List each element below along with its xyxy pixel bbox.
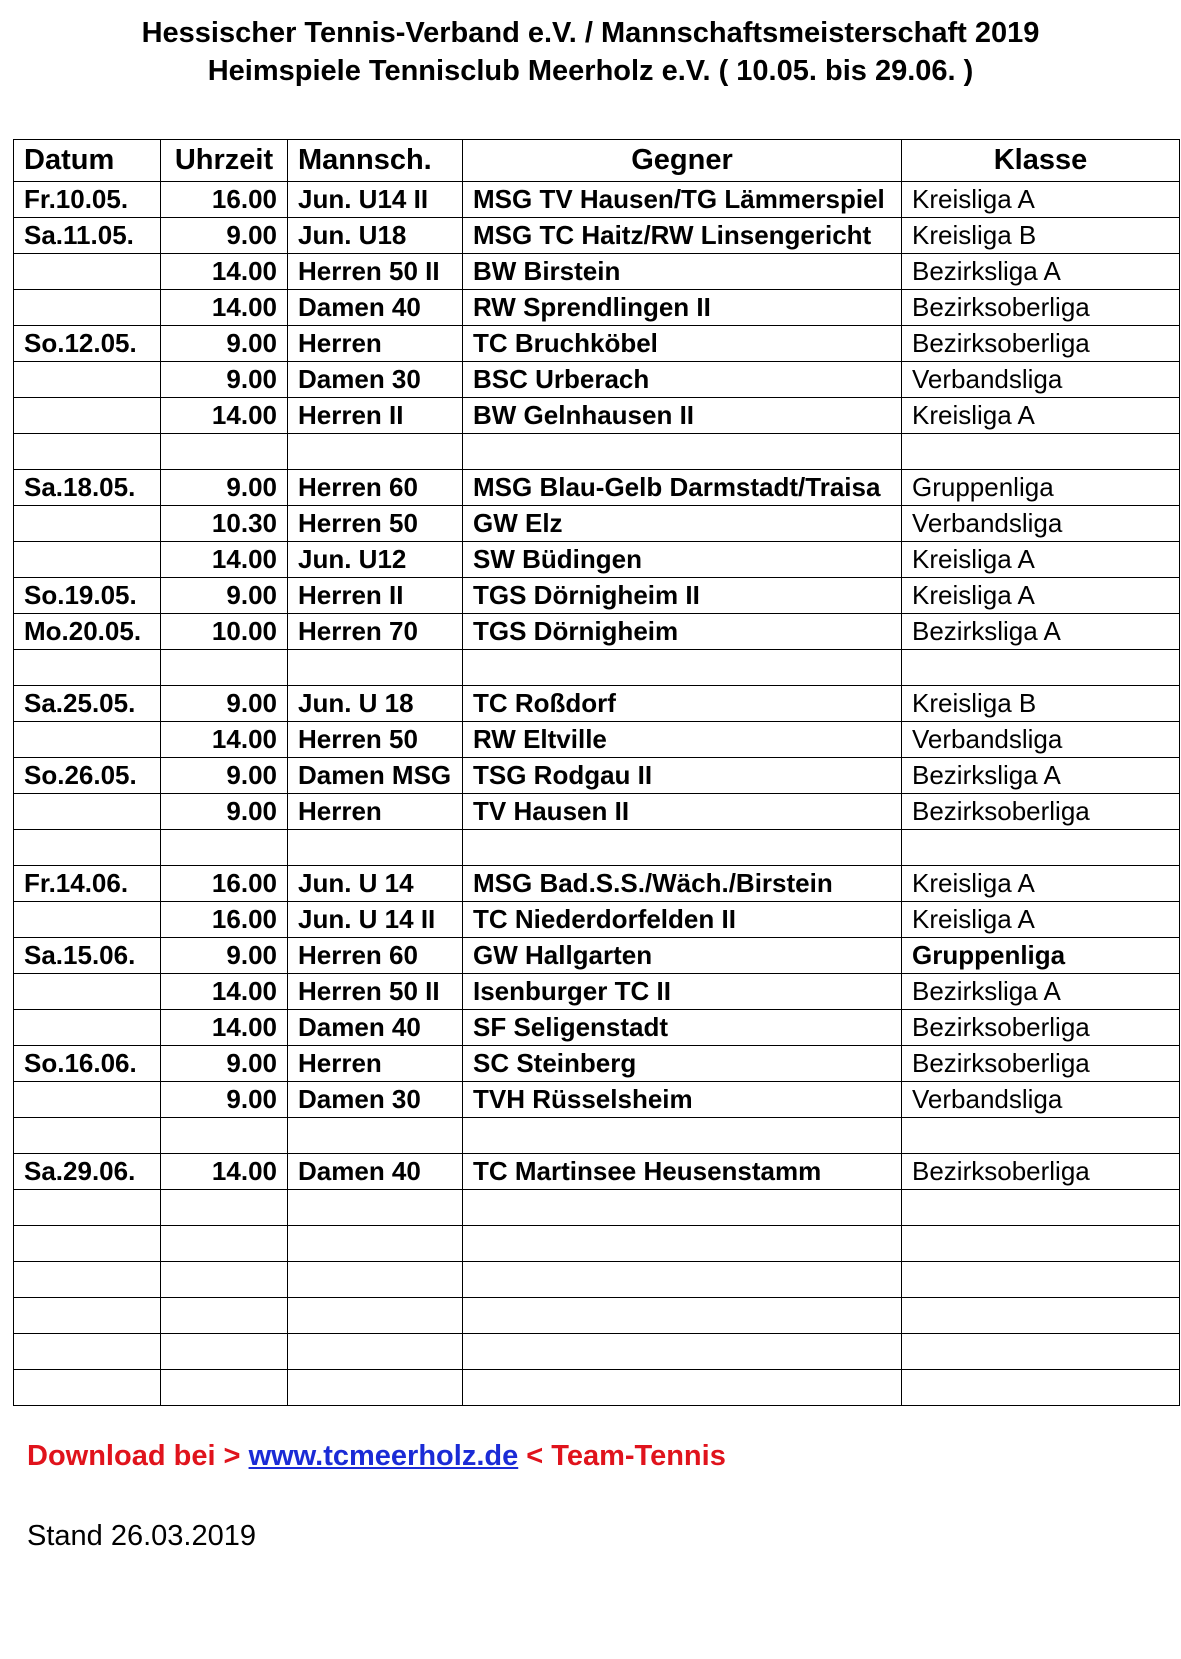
cell-gegner — [463, 1334, 902, 1370]
column-header-uhrzeit: Uhrzeit — [161, 140, 288, 182]
table-row — [14, 1154, 1180, 1190]
cell-uhrzeit: 14.00 — [161, 974, 288, 1010]
cell-mannschaft: Herren — [288, 1046, 463, 1082]
cell-uhrzeit: 10.30 — [161, 506, 288, 542]
cell-mannschaft: Herren 50 — [288, 506, 463, 542]
cell-gegner: GW Hallgarten — [463, 938, 902, 974]
cell-klasse: Bezirksoberliga — [902, 1154, 1180, 1190]
table-header-row — [14, 140, 1180, 182]
cell-klasse: Kreisliga A — [902, 398, 1180, 434]
cell-mannschaft: Damen 40 — [288, 1010, 463, 1046]
cell-uhrzeit — [161, 1262, 288, 1298]
cell-datum — [14, 722, 161, 758]
table-row — [14, 1298, 1180, 1334]
cell-uhrzeit: 14.00 — [161, 1010, 288, 1046]
download-note — [27, 1440, 726, 1473]
cell-mannschaft: Damen MSG — [288, 758, 463, 794]
stand-date: Stand 26.03.2019 — [27, 1520, 256, 1552]
cell-datum — [14, 650, 161, 686]
cell-klasse — [902, 1370, 1180, 1406]
cell-klasse: Verbandsliga — [902, 722, 1180, 758]
table-row — [14, 1226, 1180, 1262]
cell-datum — [14, 1298, 161, 1334]
cell-klasse — [902, 434, 1180, 470]
table-row — [14, 794, 1180, 830]
cell-gegner — [463, 1190, 902, 1226]
table-row — [14, 902, 1180, 938]
cell-klasse: Bezirksoberliga — [902, 290, 1180, 326]
cell-datum — [14, 1118, 161, 1154]
header-subtitle: Heimspiele Tennisclub Meerholz e.V. ( 10.05. bis 29.06. ) — [207, 55, 974, 87]
cell-gegner: TV Hausen II — [463, 794, 902, 830]
cell-mannschaft: Herren 50 II — [288, 254, 463, 290]
cell-datum: Fr.10.05. — [14, 182, 161, 218]
cell-mannschaft: Jun. U 14 — [288, 866, 463, 902]
cell-uhrzeit: 16.00 — [161, 866, 288, 902]
cell-gegner: TC Martinsee Heusenstamm — [463, 1154, 902, 1190]
cell-mannschaft: Herren 50 — [288, 722, 463, 758]
cell-klasse — [902, 1190, 1180, 1226]
cell-datum: Sa.18.05. — [14, 470, 161, 506]
cell-uhrzeit: 9.00 — [161, 362, 288, 398]
table-row — [14, 614, 1180, 650]
cell-gegner: TSG Rodgau II — [463, 758, 902, 794]
cell-mannschaft — [288, 1226, 463, 1262]
cell-klasse: Bezirksoberliga — [902, 1046, 1180, 1082]
cell-mannschaft: Herren — [288, 326, 463, 362]
cell-klasse: Bezirksoberliga — [902, 326, 1180, 362]
cell-klasse — [902, 830, 1180, 866]
cell-datum: Sa.15.06. — [14, 938, 161, 974]
cell-klasse: Kreisliga B — [902, 686, 1180, 722]
cell-datum — [14, 794, 161, 830]
cell-gegner: TC Bruchköbel — [463, 326, 902, 362]
cell-klasse: Kreisliga A — [902, 542, 1180, 578]
cell-datum — [14, 1226, 161, 1262]
cell-uhrzeit: 9.00 — [161, 218, 288, 254]
document-header — [0, 14, 1181, 90]
cell-uhrzeit: 9.00 — [161, 326, 288, 362]
cell-datum — [14, 1262, 161, 1298]
cell-uhrzeit: 10.00 — [161, 614, 288, 650]
cell-datum — [14, 254, 161, 290]
cell-mannschaft: Jun. U 14 II — [288, 902, 463, 938]
table-row — [14, 938, 1180, 974]
cell-klasse — [902, 1262, 1180, 1298]
cell-klasse: Bezirksliga A — [902, 254, 1180, 290]
cell-datum — [14, 362, 161, 398]
cell-datum: So.16.06. — [14, 1046, 161, 1082]
cell-gegner — [463, 1226, 902, 1262]
cell-gegner: TGS Dörnigheim II — [463, 578, 902, 614]
cell-gegner: SC Steinberg — [463, 1046, 902, 1082]
cell-datum — [14, 830, 161, 866]
table-row — [14, 830, 1180, 866]
cell-klasse — [902, 1226, 1180, 1262]
cell-mannschaft — [288, 830, 463, 866]
cell-datum: Sa.11.05. — [14, 218, 161, 254]
cell-mannschaft: Damen 40 — [288, 290, 463, 326]
table-row — [14, 722, 1180, 758]
cell-klasse: Bezirksliga A — [902, 758, 1180, 794]
cell-mannschaft: Herren 60 — [288, 470, 463, 506]
cell-uhrzeit: 14.00 — [161, 722, 288, 758]
cell-uhrzeit: 14.00 — [161, 254, 288, 290]
table-row — [14, 470, 1180, 506]
table-row — [14, 686, 1180, 722]
cell-mannschaft: Herren 60 — [288, 938, 463, 974]
cell-mannschaft — [288, 1370, 463, 1406]
cell-mannschaft: Herren II — [288, 578, 463, 614]
cell-datum — [14, 542, 161, 578]
cell-uhrzeit — [161, 1334, 288, 1370]
cell-uhrzeit — [161, 1298, 288, 1334]
cell-uhrzeit: 9.00 — [161, 794, 288, 830]
cell-uhrzeit: 14.00 — [161, 398, 288, 434]
table-row — [14, 1046, 1180, 1082]
cell-datum — [14, 506, 161, 542]
table-row — [14, 218, 1180, 254]
cell-gegner: MSG Blau-Gelb Darmstadt/Traisa — [463, 470, 902, 506]
cell-mannschaft: Herren — [288, 794, 463, 830]
cell-gegner — [463, 650, 902, 686]
cell-datum — [14, 1082, 161, 1118]
cell-mannschaft: Jun. U 18 — [288, 686, 463, 722]
cell-klasse: Bezirksoberliga — [902, 1010, 1180, 1046]
cell-datum — [14, 1010, 161, 1046]
cell-klasse: Gruppenliga — [902, 938, 1180, 974]
schedule-table — [13, 139, 1180, 1406]
download-suffix: < Team-Tennis — [518, 1440, 726, 1472]
cell-gegner: SW Büdingen — [463, 542, 902, 578]
table-row — [14, 1010, 1180, 1046]
cell-uhrzeit: 9.00 — [161, 470, 288, 506]
cell-datum: So.12.05. — [14, 326, 161, 362]
table-row — [14, 1370, 1180, 1406]
cell-gegner — [463, 830, 902, 866]
table-row — [14, 326, 1180, 362]
cell-klasse: Verbandsliga — [902, 362, 1180, 398]
cell-uhrzeit: 9.00 — [161, 1082, 288, 1118]
column-header-mannschaft: Mannsch. — [288, 140, 463, 182]
cell-uhrzeit — [161, 830, 288, 866]
cell-uhrzeit: 9.00 — [161, 686, 288, 722]
cell-mannschaft: Damen 40 — [288, 1154, 463, 1190]
cell-mannschaft — [288, 1118, 463, 1154]
cell-uhrzeit: 14.00 — [161, 1154, 288, 1190]
cell-klasse: Verbandsliga — [902, 506, 1180, 542]
cell-uhrzeit — [161, 1226, 288, 1262]
table-row — [14, 434, 1180, 470]
cell-gegner: BSC Urberach — [463, 362, 902, 398]
cell-gegner: MSG TC Haitz/RW Linsengericht — [463, 218, 902, 254]
cell-uhrzeit: 9.00 — [161, 758, 288, 794]
cell-uhrzeit — [161, 1370, 288, 1406]
table-row — [14, 866, 1180, 902]
cell-uhrzeit — [161, 650, 288, 686]
cell-datum: Fr.14.06. — [14, 866, 161, 902]
cell-datum — [14, 398, 161, 434]
cell-datum: So.26.05. — [14, 758, 161, 794]
cell-gegner — [463, 434, 902, 470]
cell-klasse: Kreisliga B — [902, 218, 1180, 254]
cell-gegner: MSG TV Hausen/TG Lämmerspiel — [463, 182, 902, 218]
cell-klasse: Verbandsliga — [902, 1082, 1180, 1118]
cell-datum: Sa.29.06. — [14, 1154, 161, 1190]
cell-mannschaft: Damen 30 — [288, 362, 463, 398]
cell-mannschaft: Damen 30 — [288, 1082, 463, 1118]
table-row — [14, 542, 1180, 578]
cell-mannschaft — [288, 1334, 463, 1370]
cell-klasse — [902, 1298, 1180, 1334]
table-row — [14, 758, 1180, 794]
cell-datum: Mo.20.05. — [14, 614, 161, 650]
table-row — [14, 506, 1180, 542]
table-row — [14, 182, 1180, 218]
cell-gegner: GW Elz — [463, 506, 902, 542]
cell-mannschaft — [288, 434, 463, 470]
cell-gegner: TGS Dörnigheim — [463, 614, 902, 650]
table-row — [14, 1082, 1180, 1118]
table-row — [14, 290, 1180, 326]
cell-mannschaft — [288, 1298, 463, 1334]
column-header-gegner: Gegner — [463, 140, 902, 182]
cell-datum — [14, 290, 161, 326]
cell-klasse: Kreisliga A — [902, 182, 1180, 218]
download-prefix: Download bei > — [27, 1440, 249, 1472]
table-row — [14, 398, 1180, 434]
cell-datum: So.19.05. — [14, 578, 161, 614]
cell-gegner — [463, 1262, 902, 1298]
cell-uhrzeit — [161, 1190, 288, 1226]
cell-gegner: TC Roßdorf — [463, 686, 902, 722]
cell-gegner: TVH Rüsselsheim — [463, 1082, 902, 1118]
cell-gegner: RW Eltville — [463, 722, 902, 758]
cell-gegner: Isenburger TC II — [463, 974, 902, 1010]
header-title: Hessischer Tennis-Verband e.V. / Mannschaftsmeisterschaft 2019 — [141, 17, 1040, 49]
table-row — [14, 362, 1180, 398]
column-header-datum: Datum — [14, 140, 161, 182]
cell-gegner: BW Birstein — [463, 254, 902, 290]
cell-gegner — [463, 1370, 902, 1406]
cell-mannschaft — [288, 650, 463, 686]
cell-mannschaft: Jun. U12 — [288, 542, 463, 578]
table-row — [14, 974, 1180, 1010]
cell-mannschaft — [288, 1190, 463, 1226]
table-row — [14, 1190, 1180, 1226]
cell-uhrzeit: 9.00 — [161, 1046, 288, 1082]
table-row — [14, 1334, 1180, 1370]
cell-datum — [14, 974, 161, 1010]
cell-mannschaft: Jun. U18 — [288, 218, 463, 254]
cell-mannschaft: Herren II — [288, 398, 463, 434]
cell-klasse: Bezirksoberliga — [902, 794, 1180, 830]
cell-uhrzeit — [161, 434, 288, 470]
table-row — [14, 254, 1180, 290]
cell-uhrzeit: 14.00 — [161, 542, 288, 578]
cell-datum — [14, 1190, 161, 1226]
cell-gegner: RW Sprendlingen II — [463, 290, 902, 326]
cell-datum — [14, 902, 161, 938]
table-row — [14, 1118, 1180, 1154]
cell-uhrzeit: 16.00 — [161, 902, 288, 938]
cell-gegner — [463, 1298, 902, 1334]
cell-klasse: Bezirksliga A — [902, 614, 1180, 650]
cell-gegner: TC Niederdorfelden II — [463, 902, 902, 938]
cell-klasse: Kreisliga A — [902, 902, 1180, 938]
cell-gegner: SF Seligenstadt — [463, 1010, 902, 1046]
cell-mannschaft: Jun. U14 II — [288, 182, 463, 218]
cell-klasse: Bezirksliga A — [902, 974, 1180, 1010]
cell-gegner: BW Gelnhausen II — [463, 398, 902, 434]
cell-uhrzeit — [161, 1118, 288, 1154]
table-row — [14, 578, 1180, 614]
cell-mannschaft: Herren 50 II — [288, 974, 463, 1010]
cell-datum: Sa.25.05. — [14, 686, 161, 722]
cell-klasse — [902, 1334, 1180, 1370]
cell-mannschaft: Herren 70 — [288, 614, 463, 650]
table-row — [14, 1262, 1180, 1298]
cell-klasse — [902, 650, 1180, 686]
cell-klasse: Kreisliga A — [902, 578, 1180, 614]
download-link[interactable]: www.tcmeerholz.de — [248, 1440, 519, 1472]
cell-uhrzeit: 9.00 — [161, 578, 288, 614]
cell-gegner — [463, 1118, 902, 1154]
cell-uhrzeit: 14.00 — [161, 290, 288, 326]
cell-datum — [14, 1370, 161, 1406]
cell-datum — [14, 434, 161, 470]
cell-uhrzeit: 9.00 — [161, 938, 288, 974]
cell-gegner: MSG Bad.S.S./Wäch./Birstein — [463, 866, 902, 902]
cell-klasse: Gruppenliga — [902, 470, 1180, 506]
cell-mannschaft — [288, 1262, 463, 1298]
table-row — [14, 650, 1180, 686]
column-header-klasse: Klasse — [902, 140, 1180, 182]
cell-uhrzeit: 16.00 — [161, 182, 288, 218]
cell-datum — [14, 1334, 161, 1370]
cell-klasse — [902, 1118, 1180, 1154]
cell-klasse: Kreisliga A — [902, 866, 1180, 902]
